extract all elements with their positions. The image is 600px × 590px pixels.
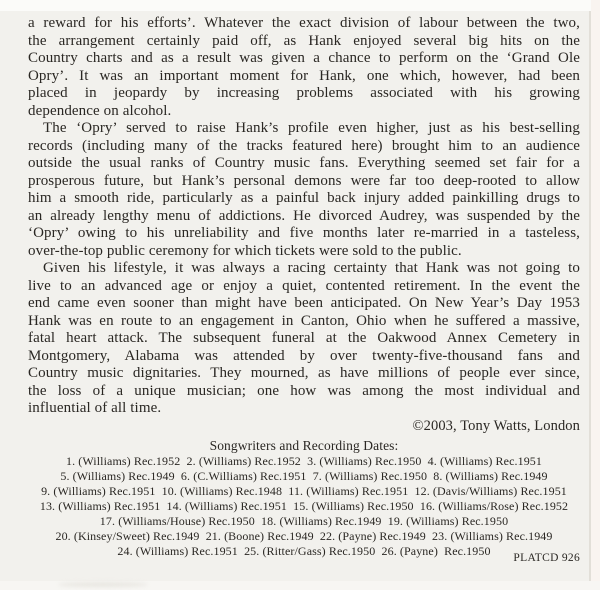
liner-notes-text [28, 15, 580, 559]
paragraph [28, 15, 580, 120]
text-line: Opry’. It was an important moment for Hank, one which, however, had been [28, 67, 580, 84]
text-line: records (including many of the tracks featured here) brought him to an audience [28, 137, 580, 154]
text-line: prosperous future, but Hank’s personal demons were far too deep-rooted to allow [28, 172, 580, 189]
text-line: Country music dignitaries. They mourned, as have millions of people ever since, [28, 365, 580, 381]
text-line: live to an advanced age or enjoy a quiet, contented retirement. In the event the [28, 277, 580, 294]
paragraph [28, 260, 580, 418]
credit-line: 24. (Williams) Rec.1951 25. (Ritter/Gass) Rec.1950 26. (Payne) Rec.1950 [117, 544, 491, 558]
scan-smudge [58, 582, 148, 587]
text-line: end came even sooner than might have been anticipated. On New Year’s Day 1953 [28, 295, 580, 311]
text-line: ‘Opry’ owing to his unreliability and five months later re-married in a tasteless, [28, 225, 580, 241]
text-line: Given his lifestyle, it was always a racing certainty that Hank was not going to [43, 260, 580, 276]
text-line: a reward for his efforts’. Whatever the exact division of labour between the two, [28, 15, 580, 31]
text-line: placed in jeopardy by increasing problems associated with his growing [28, 85, 580, 101]
text-line: Hank was en route to an engagement in Canton, Ohio when he suffered a massive, [28, 312, 580, 329]
text-line: The ‘Opry’ served to raise Hank’s profile even higher, just as his best-selling [43, 120, 580, 136]
text-line: Montgomery, Alabama was attended by over twenty-five-thousand fans and [28, 347, 580, 364]
credit-line: 13. (Williams) Rec.1951 14. (Williams) Rec.1951 15. (Williams) Rec.1950 16. (Williams/Rose) Rec.1952 [39, 499, 569, 513]
credit-line: 5. (Williams) Rec.1949 6. (C.Williams) Rec.1951 7. (Williams) Rec.1950 8. (Williams) Rec.1949 [60, 469, 548, 483]
credits-heading: Songwriters and Recording Dates: [209, 438, 399, 453]
credit-line: 9. (Williams) Rec.1951 10. (Williams) Rec.1948 11. (Williams) Rec.1951 12. (Davis/Williams) Rec.1951 [41, 484, 567, 498]
text-line: over-the-top public ceremony for which tickets were sold to the public. [28, 242, 462, 259]
paragraph [28, 120, 580, 260]
text-line: him a smooth ride, particularly as a painful back injury added painkilling drugs to [28, 190, 580, 206]
credit-line: 20. (Kinsey/Sweet) Rec.1949 21. (Boone) Rec.1949 22. (Payne) Rec.1949 23. (Williams) Rec.1949 [55, 529, 553, 543]
text-line: Country charts and as a result was given a chance to perform on the ‘Grand Ole [28, 50, 580, 66]
catalog-number: PLATCD 926 [513, 552, 580, 564]
text-line: the arrangement certainly paid off, as Hank enjoyed several big hits on the [28, 32, 580, 49]
scan-edge-top [0, 0, 600, 11]
text-line: fatal heart attack. The subsequent funeral at the Oakwood Annex Cemetery in [28, 330, 580, 346]
text-line: an already lengthy menu of addictions. He divorced Audrey, was suspended by the [28, 207, 580, 224]
scan-edge-right [591, 0, 600, 590]
credit-line: 1. (Williams) Rec.1952 2. (Williams) Rec.1952 3. (Williams) Rec.1950 4. (Williams) Rec.1951 [65, 454, 543, 468]
text-line: the loss of a unique musician; one how was among the most individual and [28, 382, 580, 399]
credit-line: 17. (Williams/House) Rec.1950 18. (Williams) Rec.1949 19. (Williams) Rec.1950 [99, 514, 509, 528]
copyright-line: ©2003, Tony Watts, London [412, 417, 580, 434]
text-line: outside the usual ranks of Country music fans. Everything seemed set fair for a [28, 155, 580, 171]
text-line: dependence on alcohol. [28, 102, 172, 119]
text-line: influential of all time. [28, 400, 162, 416]
credits-block [28, 438, 580, 559]
